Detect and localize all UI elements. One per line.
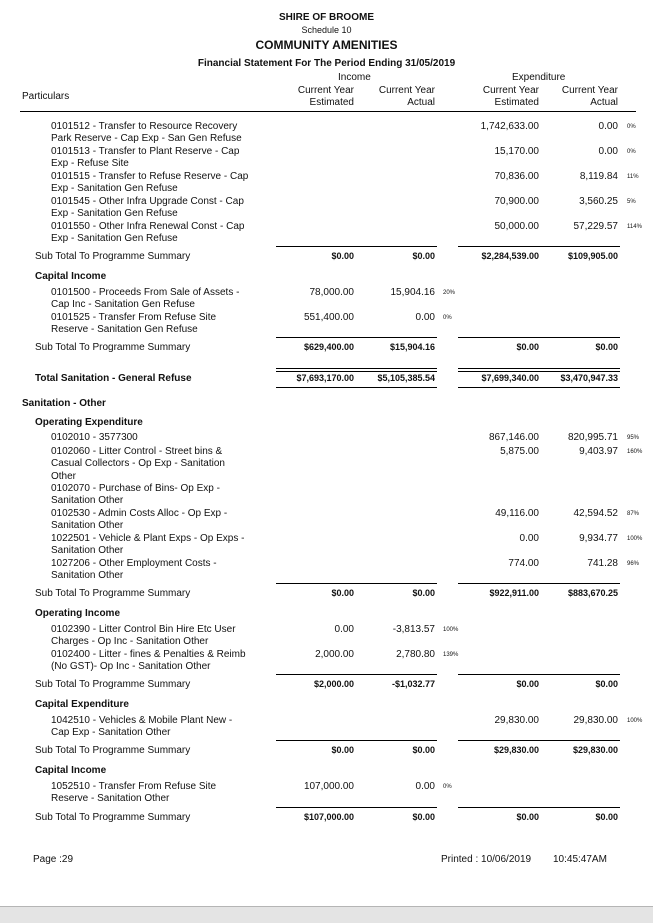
row-description: Reserve - Sanitation Other bbox=[51, 793, 170, 805]
org-name: SHIRE OF BROOME bbox=[278, 12, 374, 23]
row-description: Charges - Op Inc - Sanitation Other bbox=[51, 636, 209, 648]
row-description: Park Reserve - Cap Exp - San Gen Refuse bbox=[51, 133, 242, 145]
income-rule bbox=[276, 368, 437, 372]
expend-rule bbox=[458, 740, 620, 741]
income-rule bbox=[276, 246, 437, 247]
row-description: Exp - Sanitation Gen Refuse bbox=[51, 183, 178, 195]
percent-ep: 160% bbox=[627, 449, 643, 455]
particulars-heading: Particulars bbox=[22, 91, 70, 102]
amount-ie: 0.00 bbox=[334, 624, 354, 635]
row-description: Exp - Sanitation Gen Refuse bbox=[51, 208, 178, 220]
row-description: Other bbox=[51, 470, 77, 482]
statement-title: Financial Statement For The Period Ending 31/05/2019 bbox=[197, 58, 456, 69]
income-actual-heading-2: Actual bbox=[407, 97, 435, 108]
amount-ia: $0.00 bbox=[412, 745, 435, 755]
percent-ip: 20% bbox=[443, 290, 456, 296]
amount-ea: 3,560.25 bbox=[579, 196, 618, 207]
income-rule bbox=[276, 583, 437, 584]
amount-ea: 0.00 bbox=[598, 146, 618, 157]
row-description: 0101525 - Transfer From Refuse Site bbox=[51, 312, 217, 323]
expend-actual-heading-2: Actual bbox=[590, 97, 618, 108]
amount-ee: 774.00 bbox=[508, 558, 539, 569]
expend-rule bbox=[458, 337, 620, 338]
amount-ea: $0.00 bbox=[595, 342, 618, 352]
amount-ie: $0.00 bbox=[331, 251, 354, 261]
row-description: Sanitation Other bbox=[51, 520, 124, 532]
printed-date: Printed : 10/06/2019 bbox=[441, 854, 532, 865]
amount-ie: $629,400.00 bbox=[303, 342, 354, 352]
amount-ie: $0.00 bbox=[331, 588, 354, 598]
total-label: Total Sanitation - General Refuse bbox=[35, 373, 192, 384]
row-description: 0101513 - Transfer to Plant Reserve - Cap bbox=[51, 146, 240, 157]
group-heading: Operating Income bbox=[35, 608, 121, 619]
income-heading: Income bbox=[338, 72, 371, 83]
row-description: (No GST)- Op Inc - Sanitation Other bbox=[51, 661, 211, 673]
row-description: 0101550 - Other Infra Renewal Const - Cap bbox=[51, 221, 245, 232]
schedule-label: Schedule 10 bbox=[301, 25, 352, 35]
row-description: Reserve - Sanitation Gen Refuse bbox=[51, 324, 198, 336]
income-rule bbox=[276, 807, 437, 808]
amount-ee: $0.00 bbox=[516, 342, 539, 352]
amount-ea: $109,905.00 bbox=[567, 251, 618, 261]
row-description: 0102010 - 3577300 bbox=[51, 432, 138, 443]
income-actual-heading-1: Current Year bbox=[378, 85, 435, 96]
expend-rule bbox=[458, 807, 620, 808]
row-description: Exp - Refuse Site bbox=[51, 158, 129, 170]
amount-ea: 9,403.97 bbox=[579, 446, 618, 457]
row-description: Cap Inc - Sanitation Gen Refuse bbox=[51, 299, 195, 311]
amount-ee: $2,284,539.00 bbox=[481, 251, 539, 261]
amount-ea: 0.00 bbox=[598, 121, 618, 132]
row-description: 0101545 - Other Infra Upgrade Const - Cap bbox=[51, 196, 244, 207]
page-number: Page :29 bbox=[33, 854, 74, 865]
expend-estimated-heading-2: Estimated bbox=[494, 97, 539, 108]
expend-actual-heading-1: Current Year bbox=[561, 85, 618, 96]
income-estimated-heading-1: Current Year bbox=[297, 85, 354, 96]
row-description: Cap Exp - Sanitation Other bbox=[51, 727, 171, 739]
income-estimated-heading-2: Estimated bbox=[309, 97, 354, 108]
amount-ee: 0.00 bbox=[519, 533, 539, 544]
amount-ia: 0.00 bbox=[415, 781, 435, 792]
header-rule bbox=[20, 111, 636, 112]
percent-ep: 100% bbox=[627, 718, 643, 724]
subtotal-label: Sub Total To Programme Summary bbox=[35, 679, 191, 690]
amount-ea: $3,470,947.33 bbox=[560, 373, 618, 383]
percent-ep: 96% bbox=[627, 561, 640, 567]
row-description: 1022501 - Vehicle & Plant Exps - Op Exps - bbox=[51, 533, 245, 544]
row-description: Casual Collectors - Op Exp - Sanitation bbox=[51, 458, 225, 470]
subtotal-label: Sub Total To Programme Summary bbox=[35, 745, 191, 756]
amount-ia: $0.00 bbox=[412, 588, 435, 598]
amount-ia: $5,105,385.54 bbox=[377, 373, 435, 383]
percent-ep: 0% bbox=[627, 149, 636, 155]
row-description: 0102390 - Litter Control Bin Hire Etc User bbox=[51, 624, 236, 635]
subtotal-label: Sub Total To Programme Summary bbox=[35, 251, 191, 262]
amount-ie: 551,400.00 bbox=[303, 312, 354, 323]
expend-rule bbox=[458, 583, 620, 584]
amount-ie: $0.00 bbox=[331, 745, 354, 755]
expend-rule-bottom bbox=[458, 387, 620, 388]
amount-ee: $29,830.00 bbox=[493, 745, 539, 755]
subtotal-label: Sub Total To Programme Summary bbox=[35, 342, 191, 353]
amount-ea: $29,830.00 bbox=[572, 745, 618, 755]
amount-ie: $107,000.00 bbox=[303, 812, 354, 822]
amount-ee: 15,170.00 bbox=[494, 146, 539, 157]
percent-ep: 87% bbox=[627, 511, 640, 517]
row-description: Sanitation Other bbox=[51, 570, 124, 582]
row-description: Sanitation Other bbox=[51, 495, 124, 507]
amount-ia: 0.00 bbox=[415, 312, 435, 323]
amount-ea: 8,119.84 bbox=[579, 171, 618, 182]
scan-edge bbox=[0, 906, 653, 923]
section-heading: Sanitation - Other bbox=[22, 398, 106, 409]
amount-ia: -$1,032.77 bbox=[391, 679, 435, 689]
amount-ee: 1,742,633.00 bbox=[480, 121, 539, 132]
amount-ie: $7,693,170.00 bbox=[296, 373, 354, 383]
amount-ea: 29,830.00 bbox=[573, 715, 618, 726]
row-description: 0101500 - Proceeds From Sale of Assets - bbox=[51, 287, 240, 298]
expend-estimated-heading-1: Current Year bbox=[482, 85, 539, 96]
amount-ee: 49,116.00 bbox=[495, 508, 539, 519]
amount-ea: 741.28 bbox=[587, 558, 618, 569]
row-description: 1052510 - Transfer From Refuse Site bbox=[51, 781, 217, 792]
row-description: 0101515 - Transfer to Refuse Reserve - Cap bbox=[51, 171, 249, 182]
amount-ia: 15,904.16 bbox=[390, 287, 435, 298]
percent-ip: 139% bbox=[443, 652, 459, 658]
amount-ia: 2,780.80 bbox=[396, 649, 435, 660]
amount-ee: $922,911.00 bbox=[489, 588, 539, 598]
percent-ip: 0% bbox=[443, 784, 452, 790]
amount-ie: $2,000.00 bbox=[313, 679, 354, 689]
amount-ie: 107,000.00 bbox=[303, 781, 354, 792]
expenditure-heading: Expenditure bbox=[512, 72, 566, 83]
row-description: 0102530 - Admin Costs Alloc - Op Exp - bbox=[51, 508, 228, 519]
amount-ia: $0.00 bbox=[412, 251, 435, 261]
percent-ep: 114% bbox=[627, 224, 642, 230]
amount-ee: 5,875.00 bbox=[500, 446, 539, 457]
group-heading: Operating Expenditure bbox=[35, 417, 143, 428]
amount-ia: $0.00 bbox=[412, 812, 435, 822]
amount-ia: $15,904.16 bbox=[389, 342, 435, 352]
subtotal-label: Sub Total To Programme Summary bbox=[35, 588, 191, 599]
amount-ea: 57,229.57 bbox=[573, 221, 618, 232]
amount-ea: $0.00 bbox=[595, 679, 618, 689]
row-description: 0101512 - Transfer to Resource Recovery bbox=[51, 121, 238, 132]
amount-ie: 78,000.00 bbox=[309, 287, 354, 298]
income-rule bbox=[276, 674, 437, 675]
row-description: 1027206 - Other Employment Costs - bbox=[51, 558, 217, 569]
row-description: Exp - Sanitation Gen Refuse bbox=[51, 233, 178, 245]
percent-ep: 0% bbox=[627, 124, 636, 130]
program-title: COMMUNITY AMENITIES bbox=[255, 38, 398, 52]
amount-ea: 820,995.71 bbox=[567, 432, 618, 443]
amount-ee: 867,146.00 bbox=[488, 432, 539, 443]
income-rule-bottom bbox=[276, 387, 437, 388]
group-heading: Capital Income bbox=[35, 765, 107, 776]
group-heading: Capital Income bbox=[35, 271, 107, 282]
subtotal-label: Sub Total To Programme Summary bbox=[35, 812, 191, 823]
expend-rule bbox=[458, 246, 620, 247]
amount-ea: 42,594.52 bbox=[573, 508, 618, 519]
income-rule bbox=[276, 337, 437, 338]
row-description: Sanitation Other bbox=[51, 545, 124, 557]
amount-ee: $0.00 bbox=[516, 679, 539, 689]
expend-rule bbox=[458, 674, 620, 675]
amount-ea: 9,934.77 bbox=[579, 533, 618, 544]
row-description: 1042510 - Vehicles & Mobile Plant New - bbox=[51, 715, 233, 726]
percent-ip: 0% bbox=[443, 315, 452, 321]
row-description: 0102070 - Purchase of Bins- Op Exp - bbox=[51, 483, 220, 494]
amount-ee: 70,900.00 bbox=[494, 196, 539, 207]
percent-ep: 11% bbox=[627, 174, 639, 180]
amount-ia: -3,813.57 bbox=[392, 624, 435, 635]
row-description: 0102060 - Litter Control - Street bins & bbox=[51, 446, 223, 457]
income-rule bbox=[276, 740, 437, 741]
printed-time: 10:45:47AM bbox=[553, 854, 607, 865]
amount-ee: $7,699,340.00 bbox=[481, 373, 539, 383]
amount-ee: 29,830.00 bbox=[494, 715, 539, 726]
percent-ep: 5% bbox=[627, 199, 636, 205]
amount-ie: 2,000.00 bbox=[315, 649, 354, 660]
group-heading: Capital Expenditure bbox=[35, 699, 129, 710]
amount-ea: $0.00 bbox=[595, 812, 618, 822]
amount-ea: $883,670.25 bbox=[567, 588, 618, 598]
row-description: 0102400 - Litter - fines & Penalties & Reimb bbox=[51, 649, 246, 660]
percent-ip: 100% bbox=[443, 627, 459, 633]
amount-ee: 50,000.00 bbox=[494, 221, 539, 232]
expend-rule bbox=[458, 368, 620, 372]
amount-ee: 70,836.00 bbox=[494, 171, 539, 182]
percent-ep: 95% bbox=[627, 435, 640, 441]
amount-ee: $0.00 bbox=[516, 812, 539, 822]
percent-ep: 100% bbox=[627, 536, 643, 542]
